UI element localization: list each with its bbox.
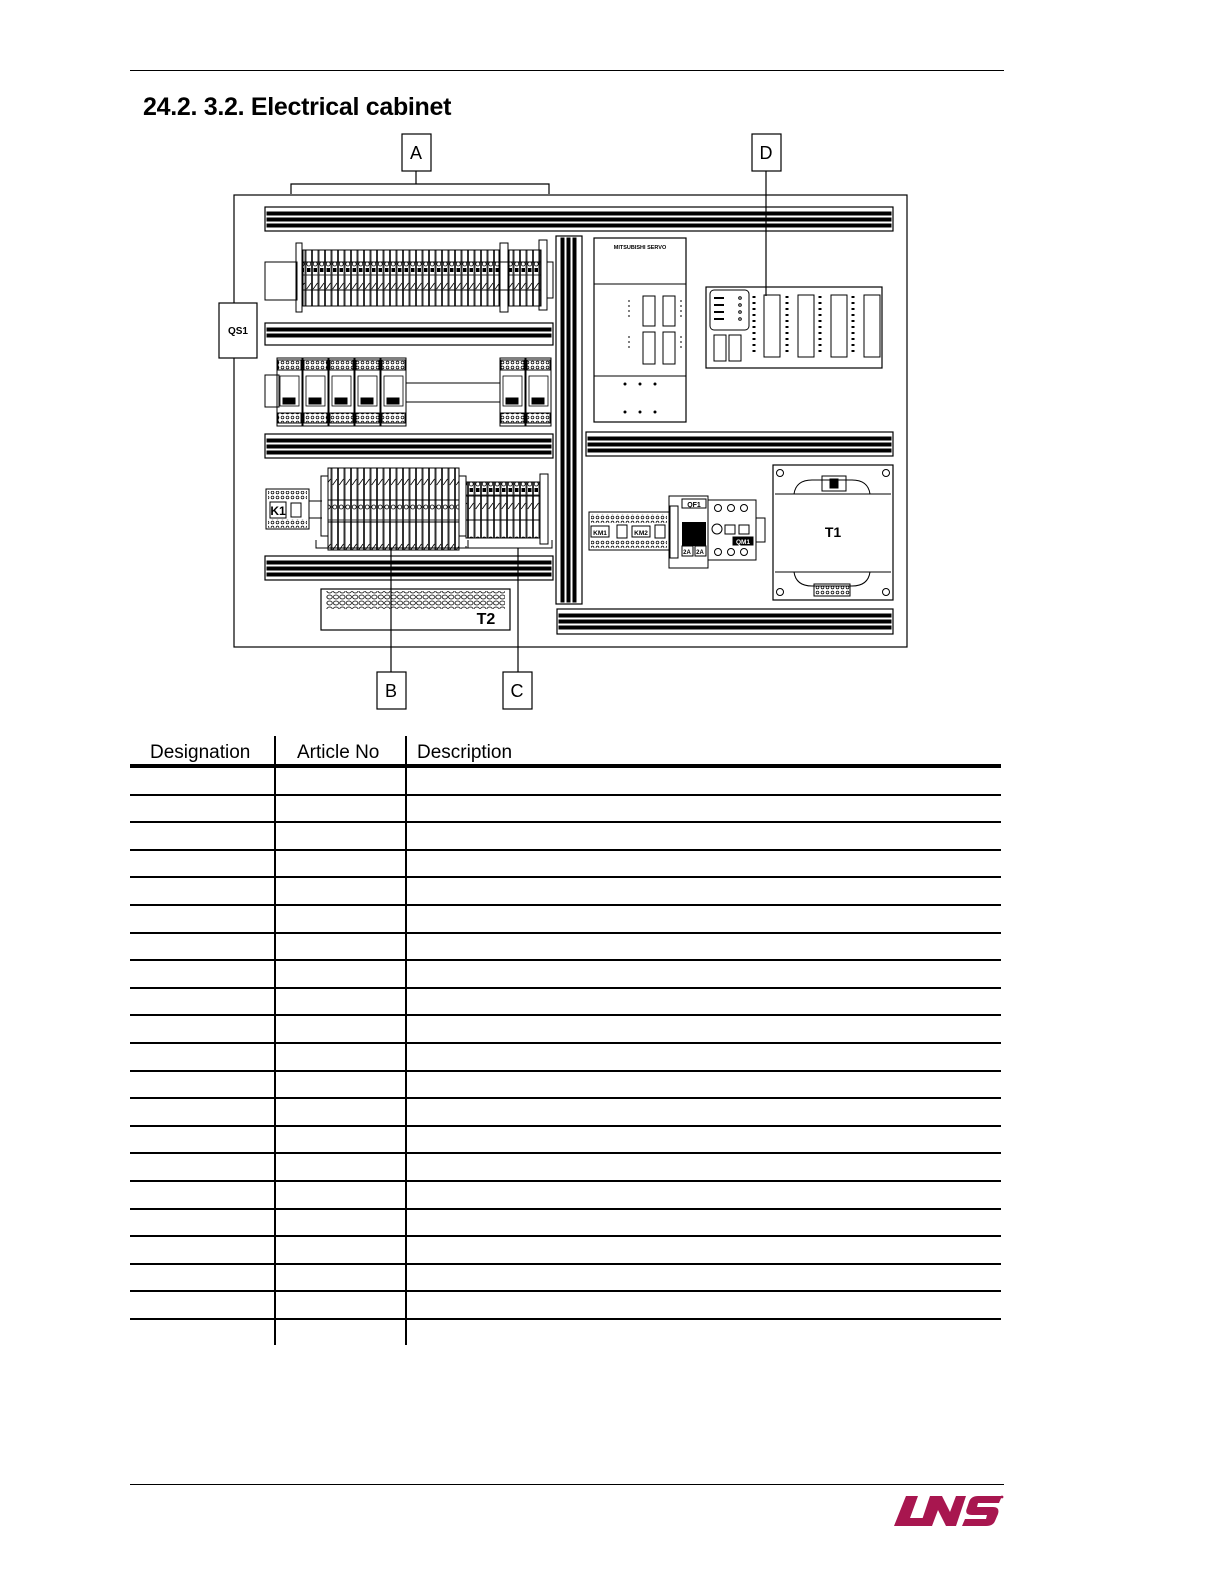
table-row bbox=[130, 1043, 1001, 1071]
qs1-label: QS1 bbox=[227, 326, 249, 337]
column-header-description: Description bbox=[406, 736, 1001, 766]
k1-label: K1 bbox=[270, 504, 286, 518]
t1-label: T1 bbox=[824, 524, 842, 540]
rating-label-a: 2A bbox=[683, 550, 691, 556]
table-row bbox=[130, 905, 1001, 933]
article-no-cell bbox=[275, 850, 406, 878]
callout-d-label: D bbox=[759, 143, 773, 163]
footer-rule bbox=[130, 1484, 1004, 1485]
description-cell bbox=[406, 1153, 1001, 1181]
table-row bbox=[130, 822, 1001, 850]
din-rail-3 bbox=[265, 434, 553, 458]
servo-drive bbox=[594, 238, 686, 422]
relay-row bbox=[265, 358, 551, 426]
relay-7 bbox=[526, 358, 551, 426]
description-cell bbox=[406, 1209, 1001, 1237]
relay-1 bbox=[277, 358, 302, 426]
article-no-cell bbox=[275, 933, 406, 961]
km2-label: KM2 bbox=[634, 530, 648, 537]
cabinet-diagram bbox=[0, 0, 1224, 730]
article-no-cell bbox=[275, 1209, 406, 1237]
table-row bbox=[130, 1098, 1001, 1126]
designation-cell bbox=[130, 1209, 275, 1237]
t1-transformer bbox=[773, 465, 893, 600]
designation-cell bbox=[130, 877, 275, 905]
terminal-strip-b bbox=[316, 468, 468, 550]
t2-label: T2 bbox=[476, 611, 496, 628]
designation-cell bbox=[130, 822, 275, 850]
article-no-cell bbox=[275, 1071, 406, 1099]
column-header-designation: Designation bbox=[130, 736, 275, 766]
qf1-label: QF1 bbox=[687, 502, 701, 509]
designation-cell bbox=[130, 1264, 275, 1292]
table-row bbox=[130, 933, 1001, 961]
km1-label: KM1 bbox=[593, 530, 607, 537]
table-row bbox=[130, 795, 1001, 823]
relay-6 bbox=[500, 358, 525, 426]
lns-logo-mark bbox=[894, 1496, 1003, 1526]
designation-cell bbox=[130, 1015, 275, 1043]
article-no-cell bbox=[275, 1291, 406, 1319]
din-rail-4 bbox=[586, 432, 893, 456]
qs1-switch bbox=[219, 303, 257, 358]
table-row bbox=[130, 1181, 1001, 1209]
plc-module bbox=[706, 287, 882, 368]
qm1-label: QM1 bbox=[735, 539, 751, 546]
table-row bbox=[130, 960, 1001, 988]
din-rail-bottom bbox=[557, 609, 893, 634]
table-row bbox=[130, 988, 1001, 1016]
article-no-cell bbox=[275, 877, 406, 905]
description-cell bbox=[406, 1071, 1001, 1099]
table-header-row bbox=[130, 736, 1001, 766]
designation-cell bbox=[130, 1126, 275, 1154]
table-row bbox=[130, 1015, 1001, 1043]
section-title-text: Electrical cabinet bbox=[250, 93, 452, 121]
article-no-cell bbox=[275, 1098, 406, 1126]
callout-c bbox=[503, 548, 532, 709]
designation-cell bbox=[130, 1153, 275, 1181]
description-cell bbox=[406, 1181, 1001, 1209]
table-row bbox=[130, 850, 1001, 878]
description-cell bbox=[406, 988, 1001, 1016]
description-cell bbox=[406, 1098, 1001, 1126]
servo-label: MITSUBISHI SERVO bbox=[613, 245, 667, 251]
table-body bbox=[130, 766, 1001, 1345]
terminal-strip-c bbox=[466, 474, 552, 548]
description-cell bbox=[406, 850, 1001, 878]
din-rail-vertical bbox=[556, 236, 582, 604]
din-rail-5 bbox=[265, 556, 553, 580]
article-no-cell bbox=[275, 795, 406, 823]
designation-cell bbox=[130, 1071, 275, 1099]
designation-cell bbox=[130, 766, 275, 795]
description-cell bbox=[406, 766, 1001, 795]
designation-cell bbox=[130, 1043, 275, 1071]
t2-power-supply bbox=[321, 589, 510, 630]
article-no-cell bbox=[275, 1319, 406, 1345]
relay-4 bbox=[355, 358, 380, 426]
table-row bbox=[130, 1264, 1001, 1292]
table-row bbox=[130, 1209, 1001, 1237]
article-no-cell bbox=[275, 1264, 406, 1292]
callout-a-label: A bbox=[409, 143, 423, 163]
description-cell bbox=[406, 877, 1001, 905]
description-cell bbox=[406, 1264, 1001, 1292]
designation-cell bbox=[130, 933, 275, 961]
article-no-cell bbox=[275, 1126, 406, 1154]
designation-cell bbox=[130, 850, 275, 878]
designation-cell bbox=[130, 960, 275, 988]
table-row bbox=[130, 877, 1001, 905]
callout-a bbox=[291, 134, 549, 194]
callout-c-label: C bbox=[510, 681, 524, 701]
description-cell bbox=[406, 1236, 1001, 1264]
table-row bbox=[130, 1071, 1001, 1099]
table-row bbox=[130, 1153, 1001, 1181]
terminal-strip-a bbox=[265, 240, 553, 312]
designation-cell bbox=[130, 1291, 275, 1319]
section-number: 24.2. 3.2. bbox=[143, 93, 245, 121]
description-cell bbox=[406, 1126, 1001, 1154]
lns-logo bbox=[892, 1494, 1004, 1528]
qf1-breaker bbox=[669, 496, 708, 568]
description-cell bbox=[406, 960, 1001, 988]
article-no-cell bbox=[275, 905, 406, 933]
parts-table bbox=[130, 736, 1001, 1345]
relay-2 bbox=[303, 358, 328, 426]
description-cell bbox=[406, 1291, 1001, 1319]
description-cell bbox=[406, 1043, 1001, 1071]
contactor-group bbox=[589, 512, 669, 550]
rating-label-b: 2A bbox=[696, 550, 704, 556]
designation-cell bbox=[130, 1319, 275, 1345]
article-no-cell bbox=[275, 988, 406, 1016]
description-cell bbox=[406, 822, 1001, 850]
designation-cell bbox=[130, 1236, 275, 1264]
callout-b-label: B bbox=[384, 681, 398, 701]
designation-cell bbox=[130, 988, 275, 1016]
article-no-cell bbox=[275, 822, 406, 850]
article-no-cell bbox=[275, 1236, 406, 1264]
table-row bbox=[130, 1236, 1001, 1264]
article-no-cell bbox=[275, 960, 406, 988]
table-row bbox=[130, 766, 1001, 795]
designation-cell bbox=[130, 1181, 275, 1209]
description-cell bbox=[406, 905, 1001, 933]
description-cell bbox=[406, 1319, 1001, 1345]
table-row bbox=[130, 1126, 1001, 1154]
designation-cell bbox=[130, 795, 275, 823]
relay-3 bbox=[329, 358, 354, 426]
description-cell bbox=[406, 933, 1001, 961]
qm1-protector bbox=[708, 500, 765, 560]
article-no-cell bbox=[275, 1153, 406, 1181]
din-rail-2 bbox=[265, 323, 553, 345]
din-rail-top bbox=[265, 207, 893, 231]
designation-cell bbox=[130, 1098, 275, 1126]
description-cell bbox=[406, 1015, 1001, 1043]
description-cell bbox=[406, 795, 1001, 823]
article-no-cell bbox=[275, 766, 406, 795]
table-row bbox=[130, 1319, 1001, 1345]
article-no-cell bbox=[275, 1181, 406, 1209]
relay-5 bbox=[381, 358, 406, 426]
article-no-cell bbox=[275, 1015, 406, 1043]
callout-b bbox=[377, 548, 406, 709]
designation-cell bbox=[130, 905, 275, 933]
k1-relay bbox=[266, 489, 322, 529]
column-header-article-no: Article No bbox=[275, 736, 406, 766]
table-row bbox=[130, 1291, 1001, 1319]
article-no-cell bbox=[275, 1043, 406, 1071]
